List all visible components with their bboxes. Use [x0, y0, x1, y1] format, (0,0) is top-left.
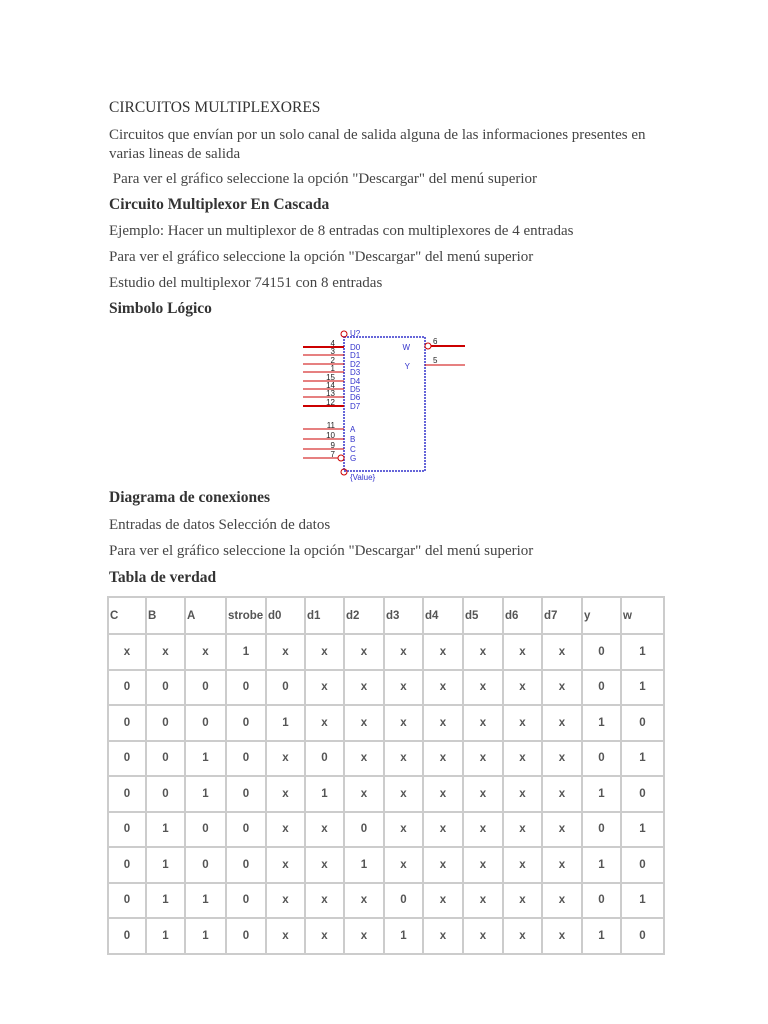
pin-number: 1 — [330, 364, 335, 373]
column-header: y — [582, 597, 621, 634]
study-paragraph: Estudio del multiplexor 74151 con 8 entradas — [109, 275, 383, 291]
table-cell: x — [503, 634, 542, 670]
section-heading-connections: Diagrama de conexiones — [109, 489, 271, 506]
table-cell: x — [266, 741, 305, 777]
table-cell: 0 — [226, 776, 266, 812]
column-header: C — [108, 597, 146, 634]
pin-label: D4 — [350, 377, 361, 386]
table-cell: 0 — [185, 705, 226, 741]
table-cell: 0 — [108, 670, 146, 706]
column-header: B — [146, 597, 185, 634]
table-cell: 1 — [582, 776, 621, 812]
table-cell: 0 — [146, 705, 185, 741]
table-cell: 0 — [226, 670, 266, 706]
table-row — [108, 918, 664, 954]
column-header: w — [621, 597, 664, 634]
table-cell: 0 — [108, 847, 146, 883]
table-cell: x — [266, 812, 305, 848]
table-cell: x — [542, 776, 582, 812]
table-cell: 0 — [108, 918, 146, 954]
table-cell: x — [503, 670, 542, 706]
table-cell: x — [344, 705, 384, 741]
pin-number: 5 — [433, 356, 438, 365]
pin-label: C — [350, 445, 356, 454]
table-cell: 1 — [621, 670, 664, 706]
table-cell: 1 — [146, 883, 185, 919]
table-cell: 1 — [582, 847, 621, 883]
table-cell: 1 — [185, 741, 226, 777]
table-cell: 0 — [621, 705, 664, 741]
table-cell: x — [305, 812, 344, 848]
pin-label: D5 — [350, 385, 361, 394]
table-cell: 1 — [621, 741, 664, 777]
table-cell: x — [344, 776, 384, 812]
column-header: d2 — [344, 597, 384, 634]
section-heading-cascade: Circuito Multiplexor En Cascada — [109, 196, 330, 213]
table-cell: x — [305, 883, 344, 919]
pin-number: 3 — [330, 347, 335, 356]
table-cell: x — [542, 847, 582, 883]
table-cell: x — [344, 670, 384, 706]
table-cell: 0 — [185, 847, 226, 883]
table-cell: x — [305, 705, 344, 741]
table-cell: x — [542, 918, 582, 954]
column-header: d1 — [305, 597, 344, 634]
table-cell: x — [503, 883, 542, 919]
table-cell: x — [266, 634, 305, 670]
power-pin-marker — [341, 331, 347, 337]
pin-label: D2 — [350, 360, 361, 369]
table-cell: 1 — [621, 883, 664, 919]
logic-symbol-diagram — [300, 326, 470, 486]
table-cell: x — [463, 847, 503, 883]
table-cell: x — [463, 883, 503, 919]
example-paragraph: Ejemplo: Hacer un multiplexor de 8 entradas con multiplexores de 4 entradas — [109, 223, 574, 239]
table-cell: x — [423, 812, 463, 848]
table-cell: x — [384, 776, 423, 812]
table-cell: 0 — [384, 883, 423, 919]
table-cell: 1 — [266, 705, 305, 741]
table-cell: 0 — [582, 670, 621, 706]
table-cell: x — [384, 634, 423, 670]
table-cell: x — [463, 705, 503, 741]
table-row — [108, 741, 664, 777]
pin-label: W — [402, 343, 410, 352]
connections-paragraph: Entradas de datos Selección de datos — [109, 517, 331, 533]
table-cell: x — [542, 883, 582, 919]
table-cell: x — [266, 883, 305, 919]
table-cell: x — [463, 670, 503, 706]
table-cell: 0 — [108, 812, 146, 848]
table-cell: x — [423, 847, 463, 883]
table-cell: 0 — [582, 812, 621, 848]
table-cell: x — [344, 741, 384, 777]
table-header-row — [108, 597, 664, 634]
table-cell: 1 — [384, 918, 423, 954]
inverter-bubble — [425, 343, 431, 349]
inverter-bubble — [338, 455, 344, 461]
column-header: d0 — [266, 597, 305, 634]
pin-label: D0 — [350, 343, 361, 352]
table-cell: x — [305, 634, 344, 670]
table-cell: 0 — [266, 670, 305, 706]
table-cell: x — [503, 847, 542, 883]
table-cell: x — [503, 776, 542, 812]
pin-number: 11 — [326, 421, 335, 430]
intro-paragraph: Circuitos que envían por un solo canal de salida alguna de las informaciones presentes en varias lineas de salida — [109, 127, 646, 162]
table-cell: x — [146, 634, 185, 670]
pin-number: 13 — [326, 389, 335, 398]
pin-label: B — [350, 435, 356, 444]
chip-reference: U? — [350, 329, 361, 338]
table-cell: 0 — [108, 776, 146, 812]
table-cell: x — [542, 634, 582, 670]
table-cell: x — [266, 847, 305, 883]
table-cell: x — [185, 634, 226, 670]
table-cell: x — [305, 670, 344, 706]
pin-label: D1 — [350, 351, 361, 360]
pin-number: 6 — [433, 337, 438, 346]
chip-value: {Value} — [350, 473, 376, 482]
table-cell: 1 — [621, 634, 664, 670]
table-cell: 1 — [185, 776, 226, 812]
page-title: CIRCUITOS MULTIPLEXORES — [109, 99, 321, 116]
pin-number: 15 — [326, 373, 335, 382]
table-cell: x — [463, 776, 503, 812]
section-heading-truth-table: Tabla de verdad — [109, 569, 217, 586]
table-cell: x — [266, 918, 305, 954]
table-cell: 1 — [146, 918, 185, 954]
table-cell: x — [305, 918, 344, 954]
table-cell: 0 — [226, 741, 266, 777]
download-note: Para ver el gráfico seleccione la opción "Descargar" del menú superior — [109, 249, 534, 265]
table-row — [108, 705, 664, 741]
table-cell: x — [108, 634, 146, 670]
pin-number: 9 — [330, 441, 335, 450]
table-cell: x — [423, 634, 463, 670]
table-cell: x — [384, 670, 423, 706]
table-cell: 0 — [185, 812, 226, 848]
table-cell: 1 — [146, 847, 185, 883]
table-cell: x — [423, 741, 463, 777]
column-header: d3 — [384, 597, 423, 634]
table-row — [108, 670, 664, 706]
table-cell: x — [503, 705, 542, 741]
table-cell: x — [542, 812, 582, 848]
table-cell: x — [542, 705, 582, 741]
table-cell: x — [423, 883, 463, 919]
table-cell: 0 — [146, 670, 185, 706]
pin-number: 12 — [326, 398, 335, 407]
table-cell: x — [423, 918, 463, 954]
column-header: strobe — [226, 597, 266, 634]
column-header: A — [185, 597, 226, 634]
table-cell: 0 — [226, 918, 266, 954]
table-cell: 1 — [582, 705, 621, 741]
pin-label: Y — [404, 362, 410, 371]
table-cell: 0 — [146, 776, 185, 812]
table-cell: 0 — [226, 812, 266, 848]
column-header: d4 — [423, 597, 463, 634]
table-cell: 0 — [226, 883, 266, 919]
table-cell: x — [266, 776, 305, 812]
table-cell: x — [542, 741, 582, 777]
column-header: d6 — [503, 597, 542, 634]
section-heading-symbol: Simbolo Lógico — [109, 300, 212, 317]
table-row — [108, 812, 664, 848]
table-cell: 1 — [582, 918, 621, 954]
table-cell: 0 — [226, 847, 266, 883]
table-row — [108, 776, 664, 812]
table-cell: x — [344, 918, 384, 954]
table-cell: 1 — [226, 634, 266, 670]
table-row — [108, 883, 664, 919]
table-cell: x — [384, 812, 423, 848]
table-cell: 0 — [344, 812, 384, 848]
pin-number: 2 — [330, 356, 335, 365]
table-cell: x — [423, 705, 463, 741]
table-cell: 0 — [582, 883, 621, 919]
column-header: d7 — [542, 597, 582, 634]
table-cell: 0 — [621, 847, 664, 883]
table-cell: x — [344, 883, 384, 919]
table-cell: x — [423, 670, 463, 706]
table-cell: 0 — [582, 741, 621, 777]
table-cell: x — [384, 847, 423, 883]
table-cell: x — [503, 812, 542, 848]
download-note: Para ver el gráfico seleccione la opción "Descargar" del menú superior — [109, 543, 534, 559]
table-cell: 0 — [305, 741, 344, 777]
column-header: d5 — [463, 597, 503, 634]
table-cell: 0 — [582, 634, 621, 670]
table-cell: x — [503, 741, 542, 777]
table-cell: 0 — [108, 741, 146, 777]
table-row — [108, 634, 664, 670]
pin-label: A — [350, 425, 356, 434]
table-cell: 0 — [108, 705, 146, 741]
table-cell: x — [384, 741, 423, 777]
pin-number: 10 — [326, 431, 335, 440]
table-cell: 0 — [621, 776, 664, 812]
table-cell: x — [463, 918, 503, 954]
table-cell: 1 — [621, 812, 664, 848]
pin-label: D6 — [350, 393, 361, 402]
pin-label: D7 — [350, 402, 361, 411]
pin-number: 14 — [326, 381, 335, 390]
table-cell: x — [503, 918, 542, 954]
pin-label: G — [350, 454, 357, 463]
table-cell: x — [542, 670, 582, 706]
table-cell: x — [384, 705, 423, 741]
table-cell: 1 — [344, 847, 384, 883]
table-cell: x — [463, 634, 503, 670]
table-row — [108, 847, 664, 883]
table-cell: 1 — [305, 776, 344, 812]
table-cell: x — [305, 847, 344, 883]
table-cell: 0 — [621, 918, 664, 954]
table-cell: 0 — [108, 883, 146, 919]
pin-label: D3 — [350, 368, 361, 377]
table-cell: 0 — [185, 670, 226, 706]
table-cell: x — [463, 812, 503, 848]
truth-table — [107, 596, 665, 955]
pin-number: 4 — [330, 339, 335, 348]
table-cell: 1 — [185, 883, 226, 919]
pin-number: 7 — [330, 450, 335, 459]
table-cell: x — [423, 776, 463, 812]
table-cell: 1 — [185, 918, 226, 954]
table-cell: x — [463, 741, 503, 777]
table-cell: 0 — [146, 741, 185, 777]
table-cell: 0 — [226, 705, 266, 741]
table-cell: x — [344, 634, 384, 670]
table-cell: 1 — [146, 812, 185, 848]
download-note: Para ver el gráfico seleccione la opción "Descargar" del menú superior — [109, 171, 538, 187]
